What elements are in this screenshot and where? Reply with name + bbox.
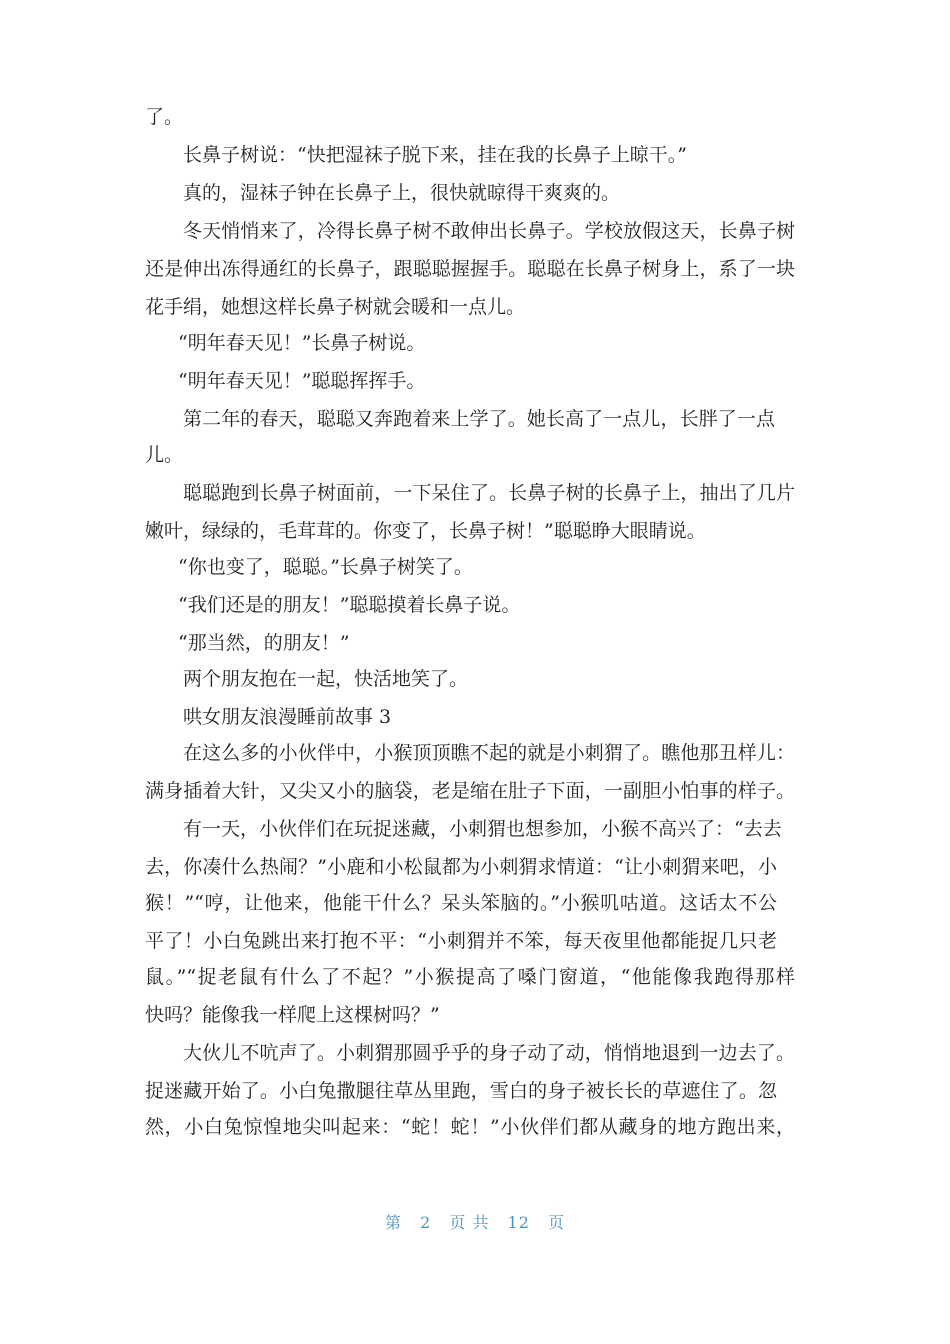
text-line: 还是伸出冻得通红的长鼻子，跟聪聪握握手。聪聪在长鼻子树身上，系了一块	[145, 258, 795, 280]
text-line: 花手绢，她想这样长鼻子树就会暖和一点儿。	[145, 296, 526, 318]
text-line: 快吗？能像我一样爬上这棵树吗？”	[145, 1004, 440, 1026]
text-line: 第二年的春天，聪聪又奔跑着来上学了。她长高了一点儿，长胖了一点	[183, 408, 775, 430]
text-line: 捉迷藏开始了。小白兔撒腿往草丛里跑，雪白的身子被长长的草遮住了。忽	[145, 1080, 777, 1102]
text-line: 然，小白兔惊惶地尖叫起来：“蛇！蛇！”小伙伴们都从藏身的地方跑出来，	[145, 1116, 795, 1138]
text-line: 猴！”“哼，让他来，他能干什么？呆头笨脑的。”小猴叽咕道。这话太不公	[145, 892, 777, 914]
text-line: 大伙儿不吭声了。小刺猬那圆乎乎的身子动了动，悄悄地退到一边去了。	[183, 1042, 795, 1064]
text-line: “你也变了，聪聪。”长鼻子树笑了。	[178, 556, 473, 578]
footer-middle: 页 共	[449, 1213, 490, 1232]
text-line: “明年春天见！”长鼻子树说。	[178, 332, 426, 354]
text-line: “我们还是的朋友！”聪聪摸着长鼻子说。	[178, 594, 521, 616]
text-line: 平了！小白兔跳出来打抱不平：“小刺猬并不笨，每天夜里他都能捉几只老	[145, 930, 777, 952]
text-line: 冬天悄悄来了，冷得长鼻子树不敢伸出长鼻子。学校放假这天，长鼻子树	[183, 220, 795, 242]
text-line: 鼠。”“捉老鼠有什么了不起？”小猴提高了嗓门窗道，“他能像我跑得那样	[145, 966, 795, 988]
text-line: 儿。	[145, 444, 184, 466]
text-line: 聪聪跑到长鼻子树面前，一下呆住了。长鼻子树的长鼻子上，抽出了几片	[183, 482, 795, 504]
text-line: “明年春天见！”聪聪挥挥手。	[178, 370, 426, 392]
text-line: 真的，湿袜子钟在长鼻子上，很快就晾得干爽爽的。	[183, 182, 621, 204]
footer-prefix: 第	[384, 1213, 402, 1232]
footer-current-page: 2	[420, 1213, 432, 1232]
footer-total-pages: 12	[507, 1213, 530, 1232]
footer-suffix: 页	[548, 1213, 566, 1232]
text-line: “那当然，的朋友！”	[178, 632, 350, 654]
text-line: 在这么多的小伙伴中，小猴顶顶瞧不起的就是小刺猬了。瞧他那丑样儿：	[183, 742, 795, 764]
page-footer	[0, 1208, 950, 1238]
text-line: 长鼻子树说：“快把湿袜子脱下来，挂在我的长鼻子上晾干。”	[183, 144, 687, 166]
text-line: 两个朋友抱在一起，快活地笑了。	[183, 668, 469, 690]
text-line: 了。	[145, 106, 184, 128]
text-line: 嫩叶，绿绿的，毛茸茸的。你变了，长鼻子树！”聪聪睁大眼睛说。	[145, 520, 706, 542]
text-line: 去，你凑什么热闹？”小鹿和小松鼠都为小刺猬求情道：“让小刺猬来吧，小	[145, 856, 777, 878]
text-line: 有一天，小伙伴们在玩捉迷藏，小刺猬也想参加，小猴不高兴了：“去去	[183, 818, 782, 840]
text-line: 满身插着大针，又尖又小的脑袋，老是缩在肚子下面，一副胆小怕事的样子。	[145, 780, 795, 802]
section-heading: 哄女朋友浪漫睡前故事 3	[183, 706, 392, 728]
